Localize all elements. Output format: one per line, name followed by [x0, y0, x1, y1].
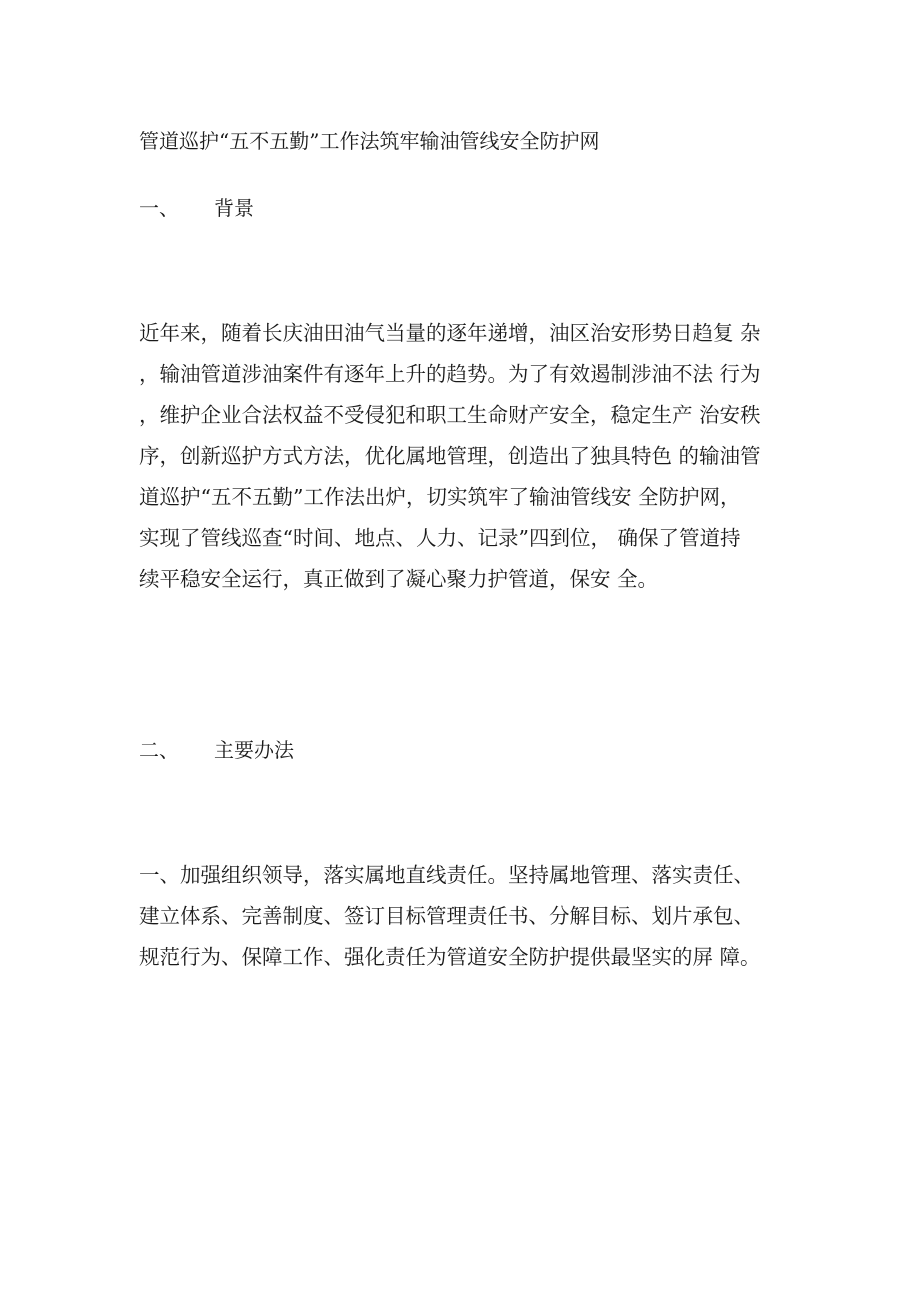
paragraph-line: ，维护企业合法权益不受侵犯和职工生命财产安全，稳定生产 治安秩: [139, 403, 761, 427]
document-title: 管道巡护“五不五勤”工作法筑牢输油管线安全防护网: [139, 129, 600, 153]
paragraph-line: 建立体系、完善制度、签订目标管理责任书、分解目标、划片承包、: [139, 904, 754, 928]
section-number: 二、: [139, 738, 179, 762]
paragraph-line: 续平稳安全运行，真正做到了凝心聚力护管道，保安 全。: [139, 567, 659, 591]
section-number: 一、: [139, 196, 179, 220]
paragraph-line: 一、加强组织领导，落实属地直线责任。坚持属地管理、落实责任、: [139, 863, 754, 887]
paragraph-line: 实现了管线巡查“时间、地点、人力、记录”四到位， 确保了管道持: [139, 526, 741, 550]
paragraph-line: 规范行为、保障工作、强化责任为管道安全防护提供最坚实的屏 障。: [139, 945, 761, 969]
paragraph-line: 近年来，随着长庆油田油气当量的逐年递增，油区治安形势日趋复 杂: [139, 321, 761, 345]
paragraph-line: 道巡护“五不五勤”工作法出炉，切实筑牢了输油管线安 全防护网，: [139, 485, 741, 509]
background-paragraph: [139, 313, 761, 600]
paragraph-line: 序，创新巡护方式方法，优化属地管理，创造出了独具特色 的输油管: [139, 444, 761, 468]
section-heading-background: [139, 193, 254, 223]
paragraph-line: ，输油管道涉油案件有逐年上升的趋势。为了有效遏制涉油不法 行为: [139, 362, 761, 386]
methods-paragraph: [139, 855, 761, 978]
section-heading-methods: [139, 735, 294, 765]
section-heading-text: 主要办法: [214, 738, 294, 762]
section-heading-text: 背景: [214, 196, 254, 220]
